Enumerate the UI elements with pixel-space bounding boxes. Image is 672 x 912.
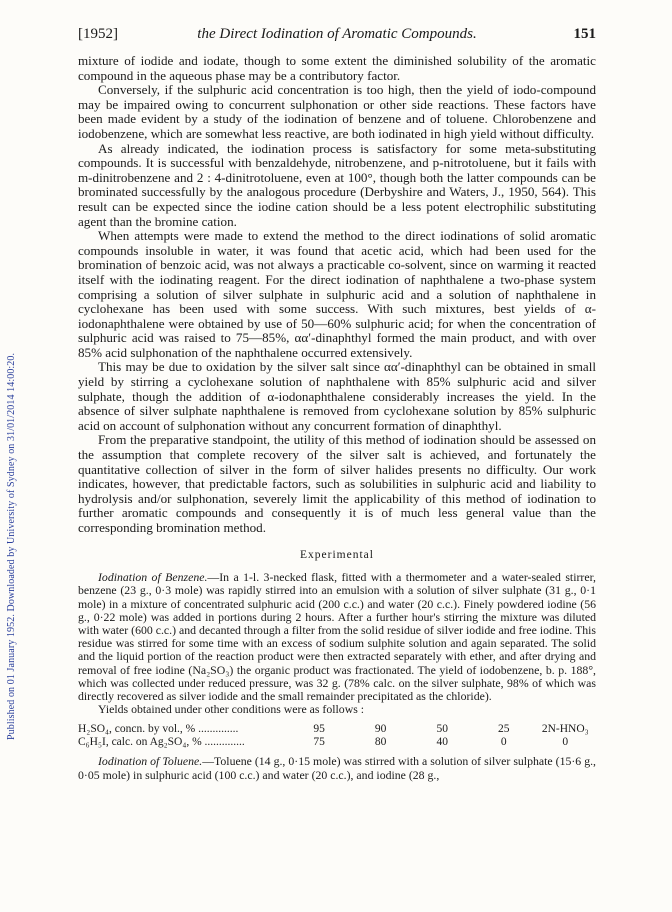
download-watermark [2,180,28,740]
paragraph: mixture of iodide and iodate, though to some extent the diminished solubility of the aromatic compound in the aqueous phase may be a contributory factor. [78,53,596,83]
page-number: 151 [573,26,596,42]
header-title: the Direct Iodination of Aromatic Compounds. [197,26,477,42]
table-cell: 50 [436,722,448,735]
row-label: H₂SO₄, concn. by vol., % .............. [78,722,239,735]
experimental-section [78,571,596,782]
section-heading-experimental: Experimental [300,548,374,561]
benzene-procedure [78,571,596,703]
toluene-procedure [78,755,596,781]
table-cell: 80 [374,736,387,749]
table-cell: 2N-HNO₃ [541,722,589,735]
table-cell: 0 [500,736,507,749]
yields-table [78,722,596,749]
paragraph: This may be due to oxidation by the silver salt since αα′-dinaphthyl can be obtained in small yield by stirring a cyclohexane solution of naphthalene with 85% sulphuric acid and silver sulphate, though the addition of α-iodonaphthalene considerably increases the yield. In the absence of silver sulphate naphthalene is removed from cyclohexane solution by 85% sulphuric acid on account of sulphonation without any concurrent formation of dinaphthyl. [78,359,596,433]
toluene-text: —Toluene (14 g., 0·15 mole) was stirred with a solution of silver sulphate (15·6 g., 0·05 mole) in sulphuric acid (100 c.c.) and water (20 c.c.), and iodine (28 g., [78,754,596,782]
table-cell: 40 [436,736,448,749]
table-cell: 25 [497,722,510,735]
benzene-text: —In a 1-l. 3-necked flask, fitted with a thermometer and a water-sealed stirrer, benzene (23 g., 0·3 mole) was rapidly stirred into an emulsion with a solution of silver sulphate (31 g., 0·1 mole) in a mixture of concentrated sulphuric acid (200 c.c.) and water (20 c.c.). Finely powdered iodine (56 g., 0·22 mole) was added in portions during 2 hours. After a further hour's stirring the mixture was diluted with water (600 c.c.) and decanted through a filter from the solid residue of silver iodide and free iodine. This residue was stirred for some time with an excess of sodium sulphite solution and again separated. The solid and the liquid portion of the reaction product were then extracted separately with ether, and after drying and removal of free iodine (Na₂SO₃) the organic product was fractionated. The yield of iodobenzene, b. p. 188°, which was collected under reduced pressure, was 32 g. (78% calc. on the silver sulphate, 98% of which was directly recovered as silver iodide and the small remainder precipitated as the chloride). [78,570,596,704]
download-watermark-text: Published on 01 January 1952. Downloaded by University of Sydney on 31/01/2014 14:00:20. [6,352,17,740]
yields-intro: Yields obtained under other conditions were as follows : [98,702,365,717]
toluene-heading: Iodination of Toluene. [98,754,203,769]
running-header [78,26,596,48]
paragraph: Conversely, if the sulphuric acid concentration is too high, then the yield of iodo-compound may be impaired owing to concurrent sulphonation or other side reactions. These factors have been made evident by a study of the iodination of benzene and of toluene. Chlorobenzene and iodobenzene, which are somewhat less reactive, are both iodinated in high yield without difficulty. [78,82,596,141]
article-body [78,54,596,782]
table-row [78,736,596,750]
paragraph: From the preparative standpoint, the utility of this method of iodination should be assessed on the assumption that complete recovery of the silver salt is achieved, and fortunately the quantitative collection of silver in the form of silver halides presents no difficulty. Our work indicates, however, that predictable factors, such as solubilities in sulphuric acid and liability to hydrolysis and/or sulphonation, severely limit the applicability of this method of iodination to further aromatic compounds and consequently it is of much less general value than the corresponding bromination method. [78,432,596,535]
table-row [78,722,596,736]
row-label: C₆H₅I, calc. on Ag₂SO₄, % .............. [78,736,245,749]
header-year: [1952] [78,26,118,42]
table-cell: 75 [313,736,325,749]
table-cell: 90 [374,722,387,735]
benzene-heading: Iodination of Benzene. [98,570,208,585]
paragraph: As already indicated, the iodination process is satisfactory for some meta-substituting compounds. It is successful with benzaldehyde, nitrobenzene, and p-nitrotoluene, but it fails with m-dinitrobenzene and 2 : 4-dinitrotoluene, even at 100°, though both the latter compounds can be brominated successfully by the analogous procedure (Derbyshire and Waters, J., 1950, 564). This result can be expected since the iodine cation should be a less potent electrophilic substituting agent than the bromine cation. [78,140,596,229]
table-cell: 95 [313,722,325,735]
table-cell: 0 [562,736,569,749]
paragraph: When attempts were made to extend the method to the direct iodinations of solid aromatic compounds insoluble in water, it was found that acetic acid, which had been used for the bromination of benzoic acid, was not always a practicable co-solvent, since on warming it reacted itself with the iodinating reagent. For the direct iodination of naphthalene a two-phase system comprising a solution of silver sulphate in sulphuric acid and a solution of naphthalene in cyclohexane has been used with some success. With such mixtures, best yields of α-iodonaphthalene were obtained by use of 50—60% sulphuric acid; for when the concentration of sulphuric acid was raised to 75—85%, αα′-dinaphthyl formed the main product, and with over 85% acid sulphonation of the naphthalene occurred extensively. [78,228,596,360]
